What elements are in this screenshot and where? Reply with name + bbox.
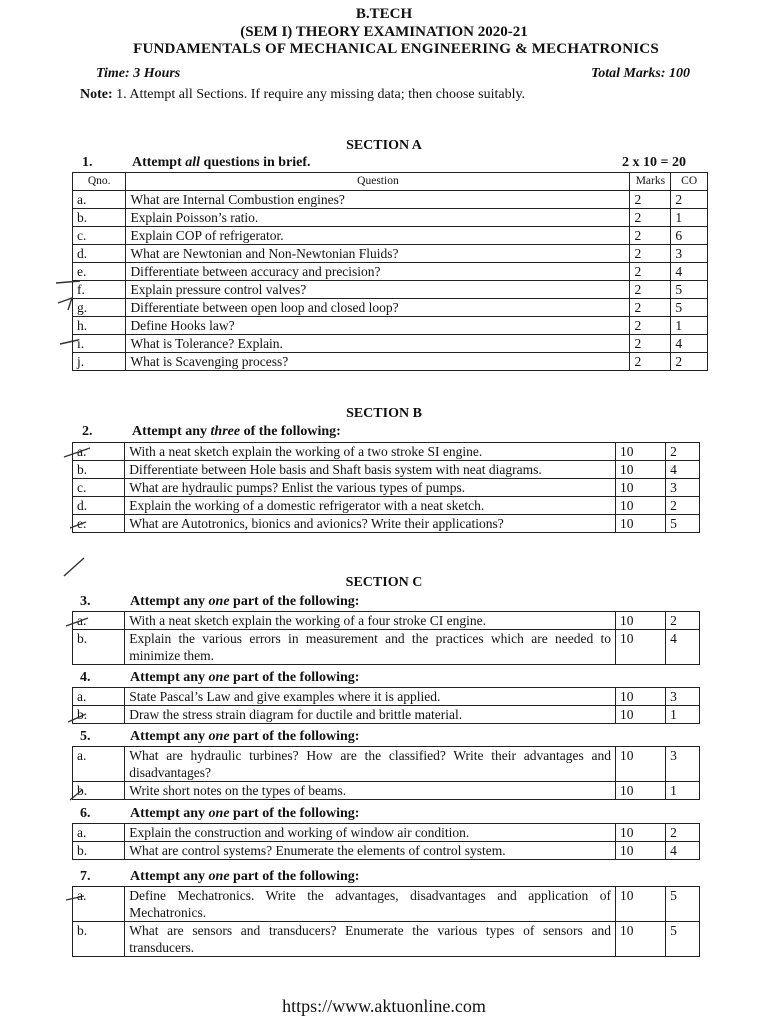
marks-cell: 2: [630, 263, 671, 281]
table-row: [73, 191, 708, 209]
marks-cell: 10: [615, 630, 665, 665]
marks-cell: 2: [630, 245, 671, 263]
question-text: What are sensors and transducers? Enumerate the various types of sensors and transducers.: [125, 922, 616, 957]
table-row: [73, 299, 708, 317]
question-text: What are control systems? Enumerate the elements of control system.: [125, 842, 616, 860]
marks-cell: 10: [615, 515, 665, 533]
co-cell: 5: [666, 515, 700, 533]
co-cell: 2: [671, 191, 708, 209]
section-a-table: [72, 172, 708, 371]
pencil-tick-marks: [60, 440, 100, 580]
question-label: a.: [73, 443, 125, 461]
question-label: a.: [73, 887, 125, 922]
question-number: 1.: [82, 155, 93, 170]
marks-cell: 10: [615, 479, 665, 497]
degree-title: B.TECH: [355, 6, 413, 22]
question-number: 5.: [80, 729, 91, 744]
question-text: What are hydraulic turbines? How are the classified? Write their advantages and disadvantages?: [125, 747, 616, 782]
question-text: What are Internal Combustion engines?: [126, 191, 630, 209]
co-cell: 6: [671, 227, 708, 245]
marks-cell: 2: [630, 299, 671, 317]
table-row: [73, 842, 700, 860]
question-label: b.: [73, 706, 125, 724]
question-label: g.: [73, 299, 126, 317]
table-row: [73, 209, 708, 227]
co-cell: 2: [666, 497, 700, 515]
table-row: [73, 353, 708, 371]
question-number: 4.: [80, 670, 91, 685]
question-label: d.: [73, 497, 125, 515]
note-text: 1. Attempt all Sections. If require any missing data; then choose suitably.: [116, 87, 526, 102]
section-b-title: SECTION B: [346, 406, 422, 421]
question-text: Define Mechatronics. Write the advantages, disadvantages and application of Mechatronics.: [125, 887, 616, 922]
marks-cell: 2: [630, 227, 671, 245]
question-3-table: [72, 611, 700, 665]
marks-cell: 10: [615, 688, 665, 706]
table-row: [73, 497, 700, 515]
exam-note: [80, 87, 525, 103]
table-header-row: [73, 173, 708, 191]
question-label: f.: [73, 281, 126, 299]
question-6-table: [72, 823, 700, 860]
table-row: [73, 227, 708, 245]
question-text: Write short notes on the types of beams.: [125, 782, 616, 800]
question-text: Explain Poisson’s ratio.: [126, 209, 630, 227]
question-text: What is Scavenging process?: [126, 353, 630, 371]
question-text: Differentiate between accuracy and precision?: [126, 263, 630, 281]
question-number: 3.: [80, 594, 91, 609]
question-5-table: [72, 746, 700, 800]
question-text: State Pascal’s Law and give examples where it is applied.: [125, 688, 616, 706]
question-number: 7.: [80, 869, 91, 884]
table-row: [73, 706, 700, 724]
marks-cell: 10: [615, 887, 665, 922]
question-text: Explain the construction and working of window air condition.: [125, 824, 616, 842]
question-label: b.: [73, 209, 126, 227]
co-cell: 2: [666, 612, 700, 630]
subject-title: FUNDAMENTALS OF MECHANICAL ENGINEERING & MECHATRONICS: [133, 41, 659, 57]
question-label: j.: [73, 353, 126, 371]
question-label: e.: [73, 263, 126, 281]
question-label: a.: [73, 612, 125, 630]
question-label: a.: [73, 824, 125, 842]
question-text: With a neat sketch explain the working of a four stroke CI engine.: [125, 612, 616, 630]
section-a-title: SECTION A: [346, 138, 422, 153]
marks-cell: 2: [630, 317, 671, 335]
question-label: e.: [73, 515, 125, 533]
question-label: b.: [73, 842, 125, 860]
question-label: b.: [73, 461, 125, 479]
marks-cell: 10: [615, 443, 665, 461]
table-row: [73, 515, 700, 533]
table-row: [73, 630, 700, 665]
question-text: Define Hooks law?: [126, 317, 630, 335]
marks-cell: 2: [630, 353, 671, 371]
question-text: With a neat sketch explain the working of a two stroke SI engine.: [125, 443, 616, 461]
source-url[interactable]: https://www.aktuonline.com: [282, 996, 486, 1016]
time-label: Time: 3 Hours: [96, 66, 181, 81]
marks-cell: 10: [615, 782, 665, 800]
co-cell: 1: [671, 209, 708, 227]
table-row: [73, 479, 700, 497]
co-cell: 2: [671, 353, 708, 371]
question-7-table: [72, 886, 700, 957]
question-text: Differentiate between open loop and closed loop?: [126, 299, 630, 317]
question-label: i.: [73, 335, 126, 353]
column-header: CO: [671, 173, 708, 191]
column-header: Qno.: [73, 173, 126, 191]
column-header: Question: [126, 173, 630, 191]
table-row: [73, 461, 700, 479]
co-cell: 4: [666, 842, 700, 860]
section-c-title: SECTION C: [345, 575, 423, 590]
marks-cell: 10: [615, 824, 665, 842]
table-row: [73, 263, 708, 281]
question-label: h.: [73, 317, 126, 335]
pencil-tick-marks: [60, 612, 100, 912]
column-header: Marks: [630, 173, 671, 191]
co-cell: 1: [666, 706, 700, 724]
co-cell: 2: [666, 824, 700, 842]
question-text: What is Tolerance? Explain.: [126, 335, 630, 353]
exam-title: (SEM I) THEORY EXAMINATION 2020-21: [240, 24, 528, 40]
question-label: a.: [73, 747, 125, 782]
marks-cell: 10: [615, 747, 665, 782]
question-text: What are Newtonian and Non-Newtonian Fluids?: [126, 245, 630, 263]
marks-cell: 10: [615, 461, 665, 479]
question-instruction: Attempt any one part of the following:: [130, 594, 360, 609]
table-row: [73, 782, 700, 800]
question-text: Differentiate between Hole basis and Shaft basis system with neat diagrams.: [125, 461, 616, 479]
table-row: [73, 612, 700, 630]
question-label: b.: [73, 782, 125, 800]
total-marks-label: Total Marks: 100: [590, 66, 690, 81]
table-row: [73, 317, 708, 335]
question-label: b.: [73, 630, 125, 665]
table-row: [73, 245, 708, 263]
table-row: [73, 922, 700, 957]
question-text: What are hydraulic pumps? Enlist the various types of pumps.: [125, 479, 616, 497]
table-row: [73, 443, 700, 461]
question-text: Explain the various errors in measurement and the practices which are needed to minimize them.: [125, 630, 616, 665]
co-cell: 3: [666, 479, 700, 497]
question-text: What are Autotronics, bionics and avionics? Write their applications?: [125, 515, 616, 533]
question-number: 6.: [80, 806, 91, 821]
co-cell: 4: [671, 263, 708, 281]
co-cell: 5: [666, 887, 700, 922]
table-row: [73, 747, 700, 782]
question-text: Explain pressure control valves?: [126, 281, 630, 299]
question-number: 2.: [82, 424, 93, 439]
co-cell: 3: [666, 747, 700, 782]
co-cell: 3: [671, 245, 708, 263]
marks-formula: 2 x 10 = 20: [622, 155, 686, 170]
question-4-table: [72, 687, 700, 724]
marks-cell: 2: [630, 281, 671, 299]
question-instruction: Attempt all questions in brief.: [132, 155, 311, 170]
note-label: Note:: [80, 87, 113, 102]
co-cell: 4: [666, 630, 700, 665]
co-cell: 1: [666, 782, 700, 800]
question-instruction: Attempt any one part of the following:: [130, 729, 360, 744]
marks-cell: 2: [630, 209, 671, 227]
section-b-table: [72, 442, 700, 533]
question-text: Explain COP of refrigerator.: [126, 227, 630, 245]
question-text: Explain the working of a domestic refrigerator with a neat sketch.: [125, 497, 616, 515]
co-cell: 1: [671, 317, 708, 335]
co-cell: 5: [671, 299, 708, 317]
marks-cell: 10: [615, 842, 665, 860]
pencil-tick-marks: [52, 270, 92, 350]
co-cell: 4: [671, 335, 708, 353]
co-cell: 3: [666, 688, 700, 706]
question-label: a.: [73, 191, 126, 209]
question-label: a.: [73, 688, 125, 706]
table-row: [73, 335, 708, 353]
question-label: c.: [73, 479, 125, 497]
question-text: Draw the stress strain diagram for ductile and brittle material.: [125, 706, 616, 724]
table-row: [73, 281, 708, 299]
co-cell: 5: [666, 922, 700, 957]
question-instruction: Attempt any one part of the following:: [130, 869, 360, 884]
marks-cell: 10: [615, 706, 665, 724]
question-label: c.: [73, 227, 126, 245]
marks-cell: 2: [630, 335, 671, 353]
co-cell: 4: [666, 461, 700, 479]
question-instruction: Attempt any three of the following:: [132, 424, 341, 439]
table-row: [73, 688, 700, 706]
question-instruction: Attempt any one part of the following:: [130, 806, 360, 821]
marks-cell: 10: [615, 612, 665, 630]
co-cell: 5: [671, 281, 708, 299]
co-cell: 2: [666, 443, 700, 461]
table-row: [73, 824, 700, 842]
table-row: [73, 887, 700, 922]
marks-cell: 2: [630, 191, 671, 209]
marks-cell: 10: [615, 922, 665, 957]
question-label: d.: [73, 245, 126, 263]
question-label: b.: [73, 922, 125, 957]
question-instruction: Attempt any one part of the following:: [130, 670, 360, 685]
marks-cell: 10: [615, 497, 665, 515]
